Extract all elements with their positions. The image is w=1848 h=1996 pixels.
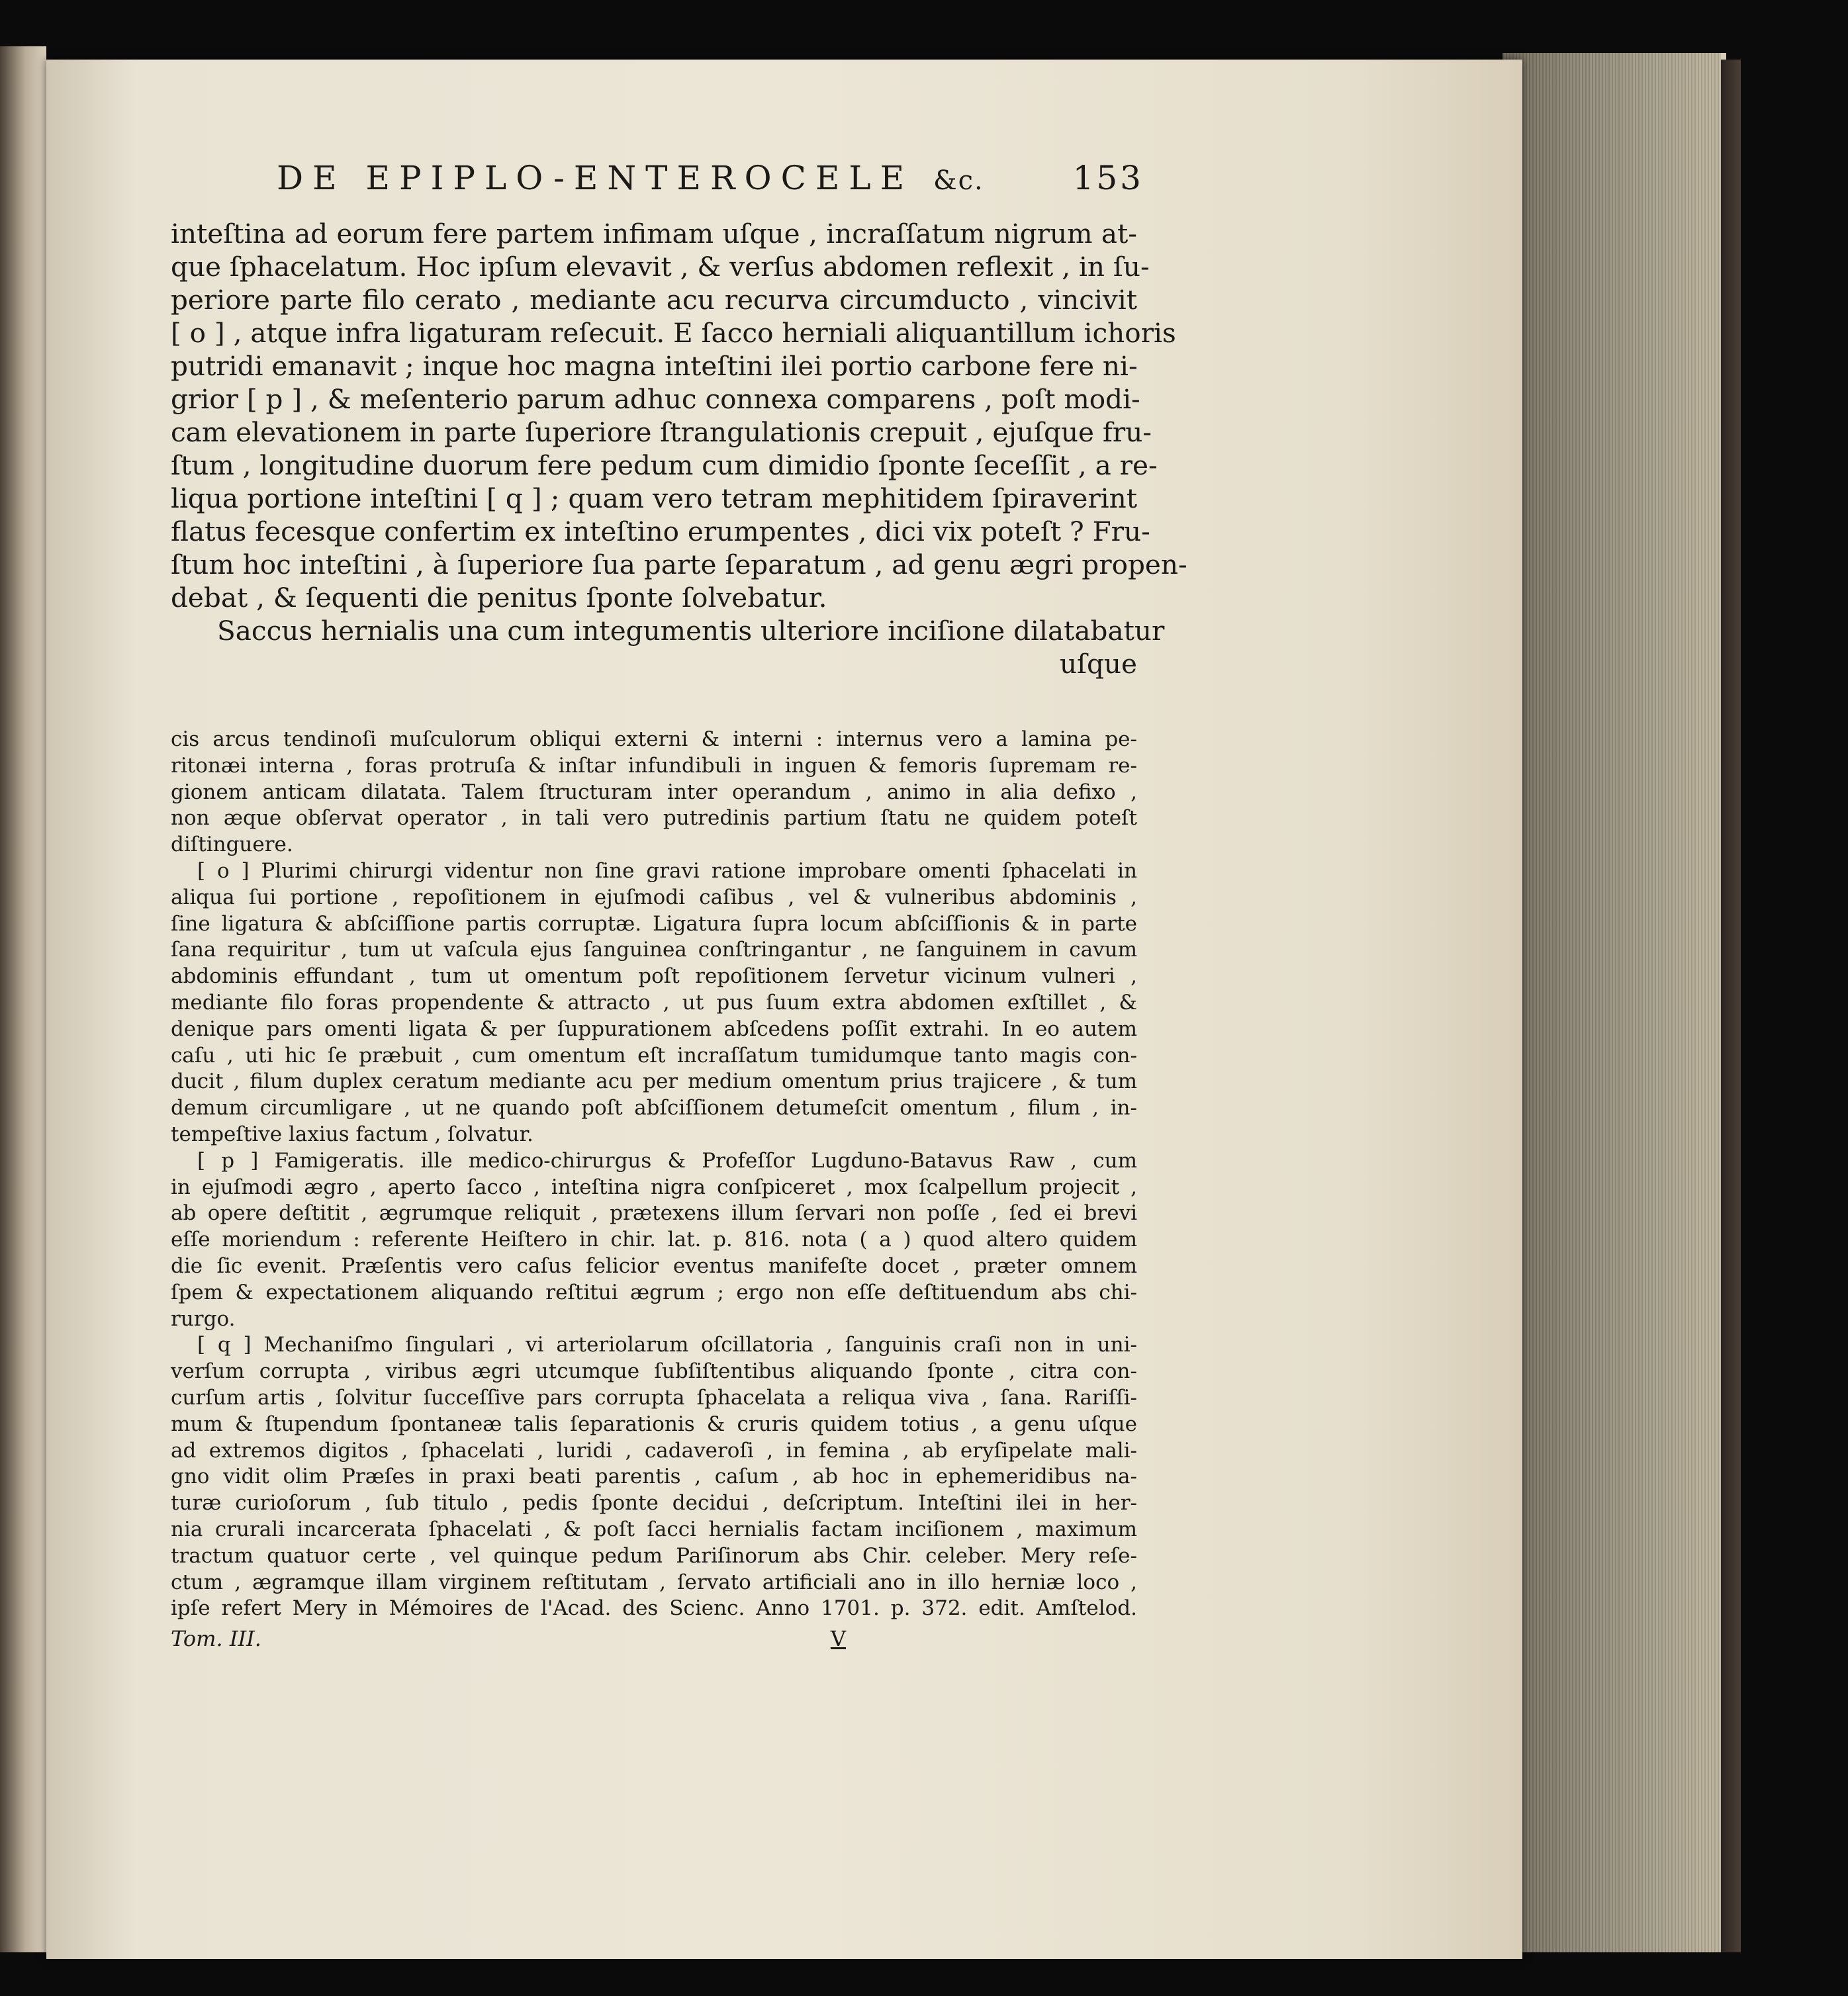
page-text-area bbox=[171, 159, 1187, 1652]
main-text-line: grior [ p ] , & meſenterio parum adhuc connexa comparens , poſt modi- bbox=[171, 383, 1140, 415]
footnote-line: denique pars omenti ligata & per ſuppurationem abſcedens poſſit extrahi. In eo autem bbox=[171, 1017, 1137, 1041]
main-text-line: uſque bbox=[1059, 648, 1137, 680]
footnote-line: demum circumligare , ut ne quando poſt abſciſſionem detumeſcit omentum , filum , in- bbox=[171, 1096, 1137, 1120]
footnote-line: mediante filo foras propendente & attracto , ut pus ſuum extra abdomen exſtillet , & bbox=[171, 990, 1137, 1015]
footnote-line: gionem anticam dilatata. Talem ſtructuram inter operandum , animo in alia defixo , bbox=[171, 780, 1137, 804]
footnote-line: in ejuſmodi ægro , aperto ſacco , inteſtina nigra conſpiceret , mox ſcalpellum projecit , bbox=[171, 1175, 1137, 1199]
main-text-line: cam elevationem in parte ſuperiore ſtrangulationis crepuit , ejuſque fru- bbox=[171, 416, 1152, 448]
main-text bbox=[171, 217, 1187, 680]
main-text-line: [ o ] , atque infra ligaturam reſecuit. E ſacco herniali aliquantillum ichoris bbox=[171, 317, 1176, 349]
footnote-line: mum & ſtupendum ſpontaneæ talis ſeparationis & cruris quidem totius , a genu uſque bbox=[171, 1412, 1137, 1436]
footnote-line: ad extremos digitos , ſphacelati , luridi , cadaveroſi , in femina , ab eryſipelate mali- bbox=[171, 1438, 1137, 1463]
main-text-line: inteſtina ad eorum fere partem infimam uſque , incraſſatum nigrum at- bbox=[171, 218, 1137, 250]
footnote-line: tractum quatuor certe , vel quinque pedum Pariſinorum abs Chir. celeber. Mery reſe- bbox=[171, 1543, 1137, 1568]
footnote-line: cis arcus tendinoſi muſculorum obliqui externi & interni : internus vero a lamina pe- bbox=[171, 727, 1137, 751]
footnote-line: [ p ] Famigeratis. ille medico-chirurgus & Profeſſor Lugduno-Batavus Raw , cum bbox=[197, 1148, 1137, 1173]
main-text-line: Saccus hernialis una cum integumentis ulteriore inciſione dilatabatur bbox=[217, 615, 1165, 647]
footnote-line: [ q ] Mechaniſmo ſingulari , vi arteriolarum oſcillatoria , ſanguinis craſi non in uni- bbox=[197, 1333, 1137, 1357]
footnote-line: ſana requiritur , tum ut vaſcula ejus ſanguinea conſtringantur , ne ſanguinem in cavum bbox=[171, 938, 1137, 962]
main-text-line: putridi emanavit ; inque hoc magna inteſtini ilei portio carbone fere ni- bbox=[171, 350, 1138, 382]
footnote-line: ritonæi interna , foras protruſa & inſtar infundibuli in inguen & femoris ſupremam re- bbox=[171, 753, 1137, 778]
main-text-line: flatus fecesque confertim ex inteſtino erumpentes , dici vix poteſt ? Fru- bbox=[171, 516, 1150, 547]
main-text-line: ſtum hoc inteſtini , à ſuperiore ſua parte ſeparatum , ad genu ægri propen- bbox=[171, 549, 1187, 580]
left-page-edge bbox=[0, 46, 46, 1952]
footnote-line: turæ curioſorum , ſub titulo , pedis ſponte decidui , deſcriptum. Inteſtini ilei in her- bbox=[171, 1491, 1137, 1516]
main-text-line: que ſphacelatum. Hoc ipſum elevavit , & verſus abdomen reflexit , in ſu- bbox=[171, 251, 1150, 283]
footnote-line: [ o ] Plurimi chirurgi videntur non ſine gravi ratione improbare omenti ſphacelati in bbox=[197, 858, 1137, 883]
book-fore-edge bbox=[1502, 53, 1726, 1952]
footnote-line: verſum corrupta , viribus ægri utcumque ſubſiſtentibus aliquando ſponte , citra con- bbox=[171, 1359, 1137, 1384]
footnote-line: aliqua ſui portione , repoſitionem in ejuſmodi caſibus , vel & vulneribus abdominis , bbox=[171, 885, 1137, 909]
footnotes bbox=[171, 727, 1137, 1622]
page-footer bbox=[171, 1626, 846, 1651]
footnote-line: ſpem & expectationem aliquando reſtitui ægrum ; ergo non eſſe deſtituendum abs chi- bbox=[171, 1280, 1137, 1304]
footnote-line: non æque obſervat operator , in tali vero putredinis partium ſtatu ne quidem poteſt bbox=[171, 806, 1137, 831]
running-head-title: DE EPIPLO-ENTEROCELE &c. bbox=[277, 159, 984, 197]
running-head-suffix: &c. bbox=[933, 165, 984, 196]
main-text-line: liqua portione inteſtini [ q ] ; quam vero tetram mephitidem ſpiraverint bbox=[171, 482, 1137, 514]
footnote-line: tempeſtive laxius factum , ſolvatur. bbox=[171, 1122, 533, 1146]
main-text-line: periore parte filo cerato , mediante acu recurva circumducto , vincivit bbox=[171, 284, 1137, 316]
main-text-line: debat , & ſequenti die penitus ſponte ſolvebatur. bbox=[171, 582, 827, 613]
footnote-line: abdominis effundant , tum ut omentum poſt repoſitionem ſervetur vicinum vulneri , bbox=[171, 964, 1137, 989]
book-cover-edge bbox=[1721, 60, 1741, 1952]
footnote-line: caſu , uti hic ſe præbuit , cum omentum eſt incraſſatum tumidumque tanto magis con- bbox=[171, 1043, 1137, 1067]
main-text-line: ſtum , longitudine duorum fere pedum cum dimidio ſponte ſeceſſit , a re- bbox=[171, 449, 1158, 481]
running-head bbox=[277, 159, 1144, 197]
footnote-line: diſtinguere. bbox=[171, 833, 293, 857]
footnote-line: nia crurali incarcerata ſphacelati , & poſt ſacci hernialis factam inciſionem , maximum bbox=[171, 1517, 1137, 1541]
footnote-line: ſine ligatura & abſciſſione partis corruptæ. Ligatura ſupra locum abſciſſionis & in parte bbox=[171, 911, 1137, 936]
volume-label: Tom. III. bbox=[171, 1626, 261, 1652]
signature-mark: V bbox=[830, 1626, 846, 1652]
footnote-line: rurgo. bbox=[171, 1306, 236, 1331]
footnote-line: eſſe moriendum : referente Heiſtero in chir. lat. p. 816. nota ( a ) quod altero quidem bbox=[171, 1228, 1137, 1252]
footnote-line: gno vidit olim Præſes in praxi beati parentis , caſum , ab hoc in ephemeridibus na- bbox=[171, 1465, 1137, 1489]
footnote-line: ipſe refert Mery in Mémoires de l'Acad. des Scienc. Anno 1701. p. 372. edit. Amſtelod. bbox=[171, 1596, 1137, 1621]
footnote-line: ab opere deſtitit , ægrumque reliquit , prætexens illum ſervari non poſſe , ſed ei brevi bbox=[171, 1201, 1137, 1226]
footnote-line: curſum artis , ſolvitur ſucceſſive pars corrupta ſphacelata a reliqua viva , ſana. Rariſſi- bbox=[171, 1385, 1137, 1410]
footnote-line: ducit , filum duplex ceratum mediante acu per medium omentum prius trajicere , & tum bbox=[171, 1069, 1137, 1094]
page-number: 153 bbox=[1072, 159, 1144, 197]
footnote-line: ctum , ægramque illam virginem reſtitutam , ſervato artificiali ano in illo herniæ loco , bbox=[171, 1570, 1137, 1594]
footnote-line: die ſic evenit. Præſentis vero caſus felicior eventus manifeſte docet , præter omnem bbox=[171, 1253, 1137, 1278]
